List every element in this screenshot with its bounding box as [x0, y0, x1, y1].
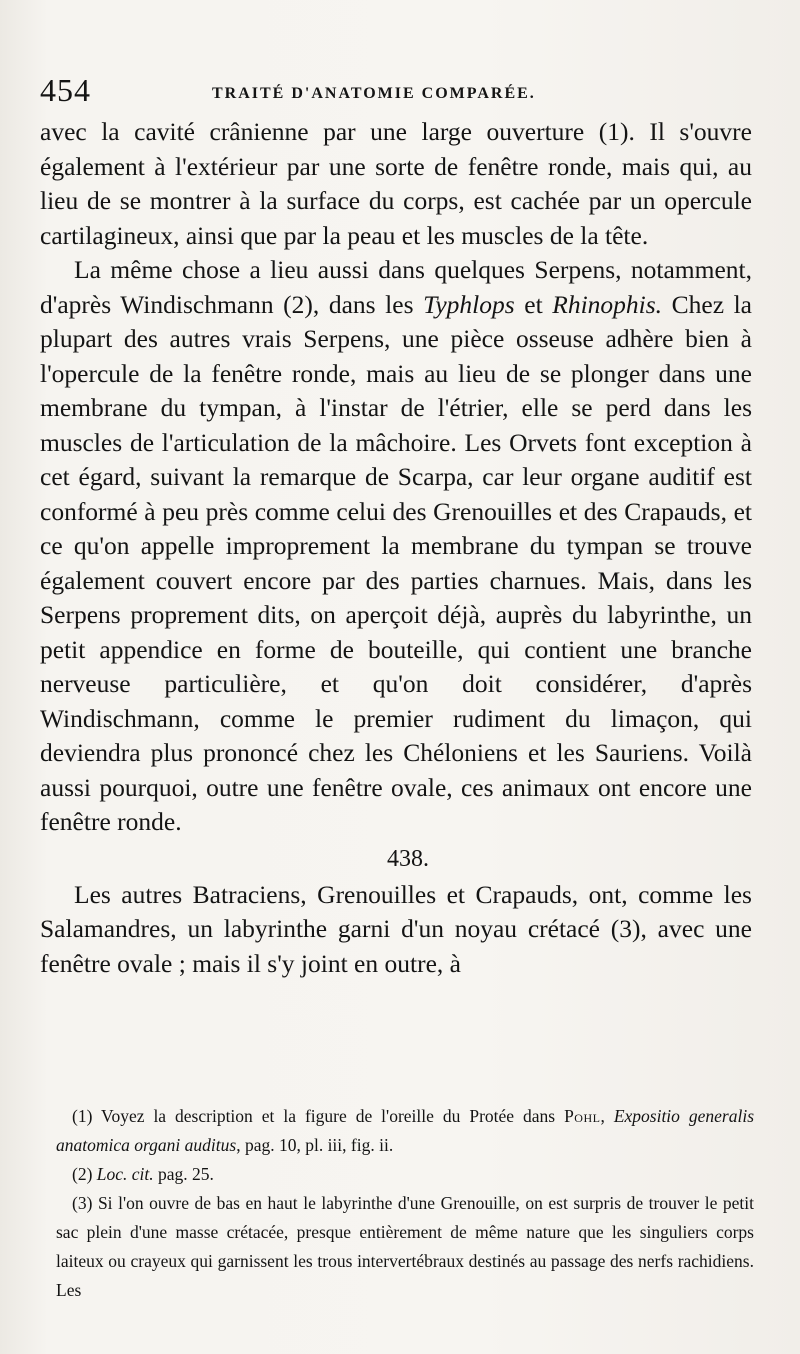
footnote-1-title: Expositio generalis anatomica organi auditus: [56, 1106, 755, 1155]
footnote-2-ref: Loc. cit.: [96, 1164, 154, 1184]
footnote-3: (3) Si l'on ouvre de bas en haut le labyrinthe d'une Grenouille, on est surpris de trouver le petit sac plein d'une masse crétacée, presque entièrement de même nature que les singuliers corps laiteux ou crayeux qui garnissent les trous intervertébraux destinés au passage des nerfs rachidiens. Les: [56, 1193, 754, 1300]
footnote-1-text-a: (1) Voyez la description et la figure de l'oreille du Protée dans: [72, 1106, 565, 1126]
page-header: [40, 72, 760, 112]
footnote-1-text-b: ,: [600, 1106, 614, 1126]
footnote-2-text-a: (2): [72, 1164, 97, 1184]
page-number: 454: [40, 72, 91, 108]
footnote-1-text-c: , pag. 10, pl. iii, fig. ii.: [236, 1135, 394, 1155]
taxon-typhlops: Typhlops: [423, 289, 515, 319]
paragraph-2-text-c: Chez la plupart des autres vrais Serpens, une pièce osseuse adhère bien à l'opercule de la fenêtre ronde, mais au lieu de se plonger dans une membrane du tympan, à l'instar de l'étrier, elle se perd dans les muscles de l'articulation de la mâchoire. Les Orvets font exception à cet égard, suivant la remarque de Scarpa, car leur organe auditif est conformé à peu près comme celui des Grenouilles et des Crapauds, et ce qu'on appelle improprement la membrane du tympan se trouve également couvert encore par des parties charnues. Mais, dans les Serpens proprement dits, on aperçoit déjà, auprès du labyrinthe, un petit appendice en forme de bouteille, qui contient une branche nerveuse particulière, et qu'on doit considérer, d'après Windischmann, comme le premier rudiment du limaçon, qui deviendra plus prononcé chez les Chéloniens et les Sauriens. Voilà aussi pourquoi, outre une fenêtre ovale, ces animaux ont encore une fenêtre ronde.: [40, 289, 752, 836]
paragraph-3: Les autres Batraciens, Grenouilles et Crapauds, ont, comme les Salamandres, un labyrinthe garni d'un noyau crétacé (3), avec une fenêtre ovale ; mais il s'y joint en outre, à: [40, 879, 752, 978]
paragraph-2-text-b: et: [514, 289, 553, 319]
footnote-2: [56, 1160, 754, 1189]
paragraph-1: avec la cavité crânienne par une large ouverture (1). Il s'ouvre également à l'extérieur par une sorte de fenêtre ronde, mais qui, au lieu de se montrer à la surface du corps, est cachée par un opercule cartilagineux, ainsi que par la peau et les muscles de la tête.: [40, 117, 752, 250]
paragraph-2-text-a: La même chose a lieu aussi dans quelques Serpens, notamment, d'après Windischmann (2), dans les: [40, 255, 752, 319]
main-text: [40, 115, 752, 981]
taxon-rhinophis: Rhinophis.: [552, 289, 663, 319]
footnotes: [56, 1102, 754, 1305]
footnote-2-text-b: pag. 25.: [153, 1164, 214, 1184]
footnote-1-author: Pohl: [564, 1106, 601, 1126]
running-title: TRAITÉ D'ANATOMIE COMPARÉE.: [212, 85, 536, 102]
paragraph-2: [40, 253, 752, 840]
footnote-1: [56, 1102, 754, 1160]
section-number: 438.: [387, 845, 429, 872]
